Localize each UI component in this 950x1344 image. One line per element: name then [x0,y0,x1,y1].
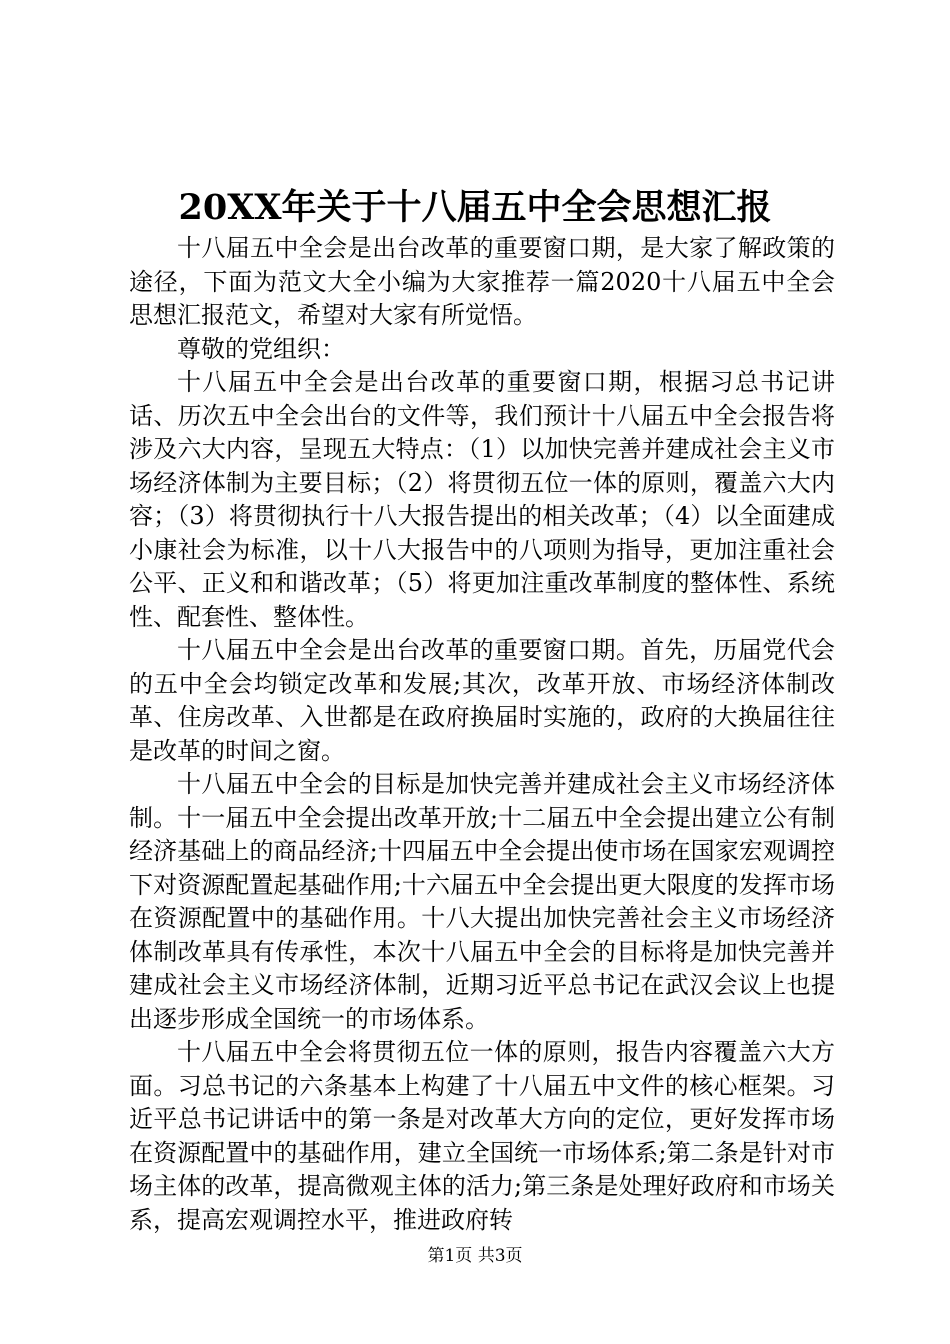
paragraph-content: 十八届五中全会是出台改革的重要窗口期。首先，历届党代会的五中全会均锁定改革和发展;其次，改革开放、市场经济体制改革、住房改革、入世都是在政府换届时实施的，政府的大换届往往是改革的时间之窗。 [129,636,835,765]
paragraph-content: 十八届五中全会将贯彻五位一体的原则，报告内容覆盖六大方面。习总书记的六条基本上构建了十八届五中文件的核心框架。习近平总书记讲话中的第一条是对改革大方向的定位，更好发挥市场在资源配置中的基础作用，建立全国统一市场体系;第二条是针对市场主体的改革，提高微观主体的活力;第三条是处理好政府和市场关系，提高宏观调控水平，推进政府转 [129,1038,835,1234]
paragraph-intro: 十八届五中全会是出台改革的重要窗口期，是大家了解政策的途径，下面为范文大全小编为大家推荐一篇2020十八届五中全会思想汇报范文，希望对大家有所觉悟。 [129,234,835,329]
paragraph-salutation: 尊敬的党组织： [177,334,345,363]
document-title: 20XX年关于十八届五中全会思想汇报 [178,187,772,228]
paragraph-content: 十八届五中全会是出台改革的重要窗口期，根据习总书记讲话、历次五中全会出台的文件等，我们预计十八届五中全会报告将涉及六大内容，呈现五大特点：（1）以加快完善并建成社会主义市场经济体制为主要目标；（2）将贯彻五位一体的原则，覆盖六大内容；（3）将贯彻执行十八大报告提出的相关改革；（4）以全面建成小康社会为标准，以十八大报告中的八项则为指导，更加注重社会公平、正义和和谐改革；（5）将更加注重改革制度的整体性、系统性、配套性、整体性。 [129,368,835,631]
document-body [129,232,835,1237]
page-number-footer: 第1页 共3页 [427,1246,523,1266]
paragraph-content: 十八届五中全会的目标是加快完善并建成社会主义市场经济体制。十一届五中全会提出改革开放;十二届五中全会提出建立公有制经济基础上的商品经济;十四届五中全会提出使市场在国家宏观调控下对资源配置起基础作用;十六届五中全会提出更大限度的发挥市场在资源配置中的基础作用。十八大提出加快完善社会主义市场经济体制改革具有传承性，本次十八届五中全会的目标将是加快完善并建成社会主义市场经济体制，近期习近平总书记在武汉会议上也提出逐步形成全国统一的市场体系。 [129,770,835,1033]
